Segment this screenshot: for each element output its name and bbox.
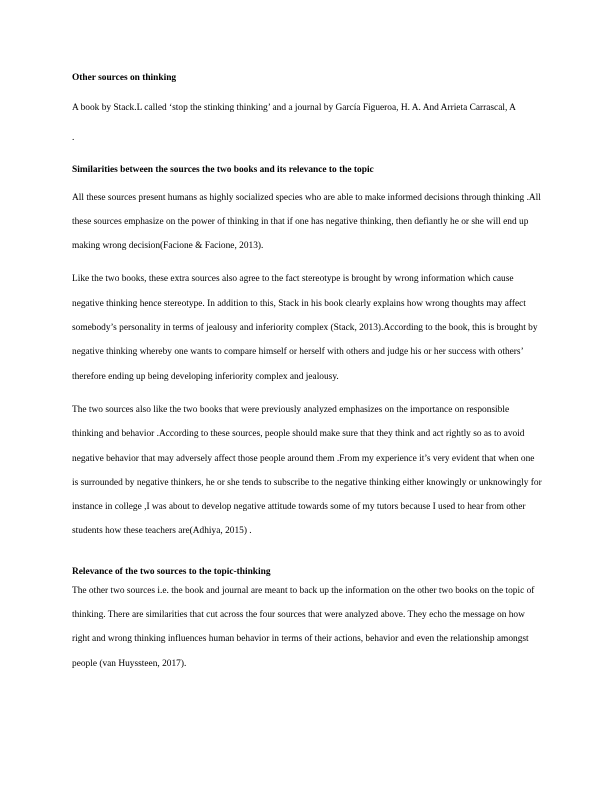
paragraph-relevance: The other two sources i.e. the book and journal are meant to back up the information on the other two books on the topic of thinking. There are similarities that cut across the four sources that were analyzed above. They echo the message on how right and wrong thinking influences human behavior in terms of their actions, behavior and even the relationship amongst people (van Huyssteen, 2017). [72,585,535,669]
section-heading-other-sources: Other sources on thinking [72,73,177,83]
paragraph-sources-intro: A book by Stack.L called ‘stop the stinking thinking’ and a journal by García Figueroa, H. A. And Arrieta Carrascal, A [72,103,516,113]
paragraph-socialized-species: All these sources present humans as highly socialized species who are able to make informed decisions through thinking .All these sources emphasize on the power of thinking in that if one has negative thinking, then defiantly he or she will end up making wrong decision(Facione & Facione, 2013). [72,192,541,252]
section-heading-relevance: Relevance of the two sources to the topic-thinking [72,566,271,577]
section-heading-similarities: Similarities between the sources the two books and its relevance to the topic [72,164,374,175]
paragraph-period: . [72,133,75,144]
paragraph-stereotype: Like the two books, these extra sources also agree to the fact stereotype is brought by wrong information which cause negative thinking hence stereotype. In addition to this, Stack in his book clearly explains how wrong thoughts may affect somebody’s personality in terms of jealousy and inferiority complex (Stack, 2013).According to the book, this is brought by negative thinking whereby one wants to compare himself or herself with others and judge his or her success with others’ therefore ending up being developing inferiority complex and jealousy. [72,274,538,382]
paragraph-responsible-thinking: The two sources also like the two books that were previously analyzed emphasizes on the importance on responsible thinking and behavior .According to these sources, people should make sure that they think and act rightly so as to avoid negative behavior that may adversely affect those people around them .From my experience it’s very evident that when one is surrounded by negative thinkers, he or she tends to subscribe to the negative thinking either knowingly or unknowingly for instance in college ,I was about to develop negative attitude towards some of my tutors because I used to hear from other students how these teachers are(Adhiya, 2015) . [72,404,542,537]
document-body [72,68,542,676]
